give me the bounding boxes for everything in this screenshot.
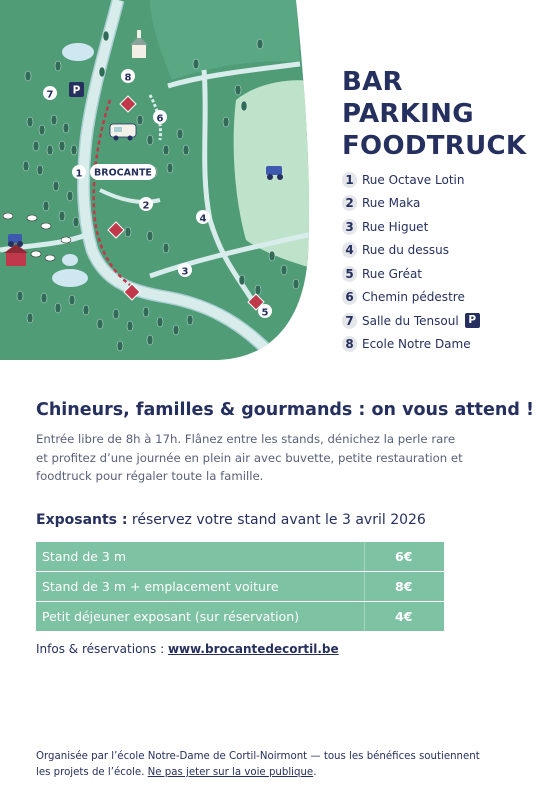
price-value: 4€ (364, 602, 444, 631)
price-value: 8€ (364, 572, 444, 601)
event-map (0, 0, 312, 362)
legend-list (342, 168, 480, 356)
footer-line (36, 765, 526, 781)
footer-suffix: . (313, 767, 317, 778)
svg-text:5: 5 (261, 307, 269, 319)
legend-label: Chemin pédestre (362, 290, 465, 305)
legend-label: Ecole Notre Dame (362, 337, 471, 352)
intro-text (36, 430, 516, 486)
price-label: Petit déjeuner exposant (sur réservation) (42, 609, 300, 624)
price-row (36, 572, 444, 601)
legend-number: 2 (342, 195, 357, 211)
legend-item (342, 262, 480, 286)
svg-text:1: 1 (75, 168, 83, 180)
svg-text:8: 8 (124, 72, 132, 84)
map-pond-south (52, 269, 88, 287)
infos-line (36, 642, 339, 656)
exposants-heading (36, 512, 426, 528)
parking-icon: P (465, 313, 480, 328)
map-pond-north (62, 43, 94, 61)
map-parking-icon (69, 82, 84, 97)
footer (36, 749, 526, 781)
legend-item (342, 333, 480, 357)
price-value: 6€ (364, 542, 444, 571)
exposants-label: Exposants : (36, 512, 128, 528)
legend-number: 3 (342, 219, 357, 235)
headline: Chineurs, familles & gourmands : on vous attend ! (36, 400, 534, 420)
price-label: Stand de 3 m (42, 549, 127, 564)
legend-label: Rue Gréat (362, 266, 423, 281)
legend-title (342, 66, 526, 162)
legend-item (342, 192, 480, 216)
footer-line: Organisée par l’école Notre-Dame de Cortil-Noirmont — tous les bénéfices soutiennent (36, 751, 480, 762)
legend-item (342, 239, 480, 263)
legend-label: Rue Higuet (362, 219, 429, 234)
footer-warning: Ne pas jeter sur la voie publique (147, 767, 314, 778)
footer-prefix: les projets de l’école. (36, 767, 148, 778)
map-brocante-label (90, 164, 156, 180)
legend-title-line: BAR (342, 67, 403, 97)
legend-number: 8 (342, 336, 357, 352)
price-row (36, 542, 444, 571)
infos-prefix: Infos & réservations : (36, 642, 168, 656)
legend-item (342, 309, 480, 333)
legend-number: 6 (342, 289, 357, 305)
website-link[interactable]: www.brocantedecortil.be (167, 642, 339, 656)
legend-number: 7 (342, 313, 357, 329)
legend-item (342, 168, 480, 192)
svg-text:P: P (72, 84, 81, 97)
legend-number: 4 (342, 242, 357, 258)
intro-line: Entrée libre de 8h à 17h. Flânez entre les stands, dénichez la perle rare (36, 432, 456, 446)
intro-line: foodtruck pour régaler toute la famille. (36, 469, 264, 483)
legend-label: Salle du Tensoul (362, 313, 459, 328)
price-row (36, 602, 444, 631)
legend-label: Rue du dessus (362, 243, 449, 258)
svg-text:3: 3 (181, 266, 189, 278)
svg-text:6: 6 (156, 113, 164, 125)
svg-text:7: 7 (46, 89, 54, 101)
intro-line: et profitez d’une journée en plein air avec buvette, petite restauration et (36, 450, 463, 465)
legend-number: 1 (342, 172, 357, 188)
map-pond-west (62, 254, 78, 266)
svg-text:2: 2 (142, 200, 150, 212)
legend-title-line: FOODTRUCK (342, 131, 527, 161)
exposants-text: réservez votre stand avant le 3 avril 2026 (127, 512, 426, 528)
svg-text:4: 4 (199, 213, 207, 225)
price-table (36, 542, 444, 632)
legend-item (342, 286, 480, 310)
svg-text:BROCANTE: BROCANTE (94, 167, 152, 179)
legend-item (342, 215, 480, 239)
legend-label: Rue Octave Lotin (362, 172, 465, 187)
legend-label: Rue Maka (362, 196, 421, 211)
legend-title-line: PARKING (342, 99, 474, 129)
legend-number: 5 (342, 266, 357, 282)
price-label: Stand de 3 m + emplacement voiture (42, 579, 279, 594)
